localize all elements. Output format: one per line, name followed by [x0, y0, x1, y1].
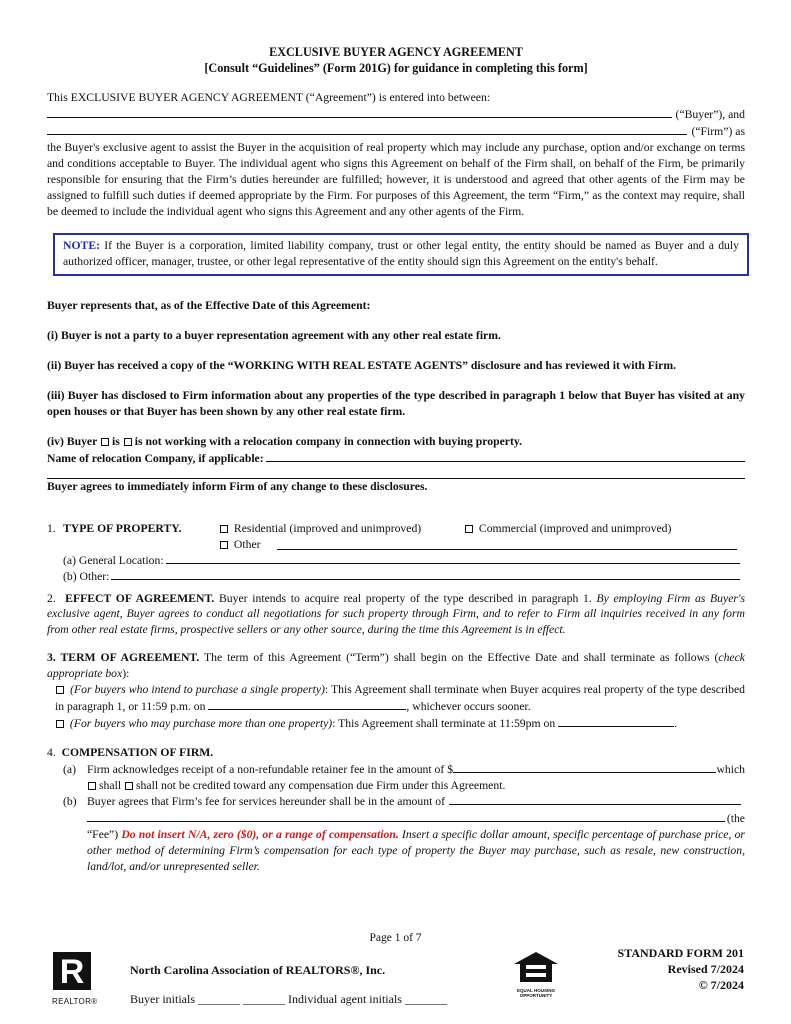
realtor-r-icon	[52, 951, 92, 991]
retainer-text: Firm acknowledges receipt of a non-refundable retainer fee in the amount of $	[87, 762, 454, 776]
term-single-checkbox[interactable]	[56, 686, 64, 694]
rep-iv-label: (iv) Buyer	[47, 434, 98, 448]
buyer-name-field[interactable]	[47, 106, 672, 118]
fee-amount-field-2[interactable]	[87, 810, 725, 822]
relocation-is-not-checkbox[interactable]	[124, 438, 132, 446]
term-option-1	[47, 682, 745, 715]
representation-iii: (iii) Buyer has disclosed to Firm information about any properties of the type described in paragraph 1 below that Buyer has visited at any open houses or that Buyer has been shown by any other real estate firm.	[47, 388, 745, 418]
note-label: NOTE:	[63, 239, 101, 253]
svg-text:R: R	[59, 953, 85, 991]
s4-heading: COMPENSATION OF FIRM.	[61, 745, 214, 759]
fee-term: “Fee”)	[87, 828, 122, 842]
retainer-credit-row	[47, 778, 745, 794]
retainer-which: which	[716, 762, 745, 776]
fee-warning: Do not insert N/A, zero ($0), or a range of compensation.	[121, 828, 399, 842]
firm-name-field[interactable]	[47, 123, 687, 135]
retainer-row	[47, 761, 745, 778]
section-1	[47, 521, 745, 583]
s2-italic-text: By employing Firm as Buyer's exclusive agent, Buyer agrees to conduct all negotiations for such property through Firm, and to refer to Firm all inquiries received in any form from other real estate firms, prospective sellers or any other source, during the time this Agreement is in effect.	[47, 591, 745, 637]
fee-text: Buyer agrees that Firm’s fee for services hereunder shall be in the amount of	[87, 795, 445, 809]
rep-iv-text: is not working with a relocation company in connection with buying property.	[134, 434, 522, 448]
retainer-label: (a)	[63, 762, 76, 776]
general-location-field[interactable]	[166, 552, 740, 564]
equal-housing-icon	[512, 950, 560, 984]
note-box	[53, 233, 749, 276]
equal-housing-text: EQUAL HOUSING OPPORTUNITY	[517, 987, 555, 998]
term-option-2: (For buyers who may purchase more than one property): This Agreement shall terminate at 11:59pm on .	[47, 715, 745, 732]
s3-close: ):	[122, 667, 130, 681]
note-text: If the Buyer is a corporation, limited liability company, trust or other legal entity, the entity should be named as Buyer and a duly authorized officer, manager, trustee, or other legal representative of the entity should sign this Agreement on the entity's behalf.	[63, 239, 739, 269]
page-number: Page 1 of 7	[369, 932, 422, 944]
s3-num: 3	[47, 651, 53, 665]
buyer-name-row	[47, 106, 745, 123]
document-page	[47, 44, 745, 875]
term-opt1-italic: (For buyers who intend to purchase a single property)	[70, 683, 325, 697]
term-multiple-date-field[interactable]	[558, 715, 674, 727]
buyer-tag: (“Buyer”), and	[675, 108, 745, 122]
fee-the: (the	[726, 812, 745, 826]
other-location-field[interactable]	[111, 568, 740, 580]
relocation-label: Name of relocation Company, if applicable:	[47, 451, 264, 465]
association-name: North Carolina Association of REALTORS®, Inc.	[130, 963, 386, 977]
s2-num: 2.	[47, 591, 56, 605]
retainer-amount-field[interactable]	[453, 761, 716, 773]
residential-label: Residential (improved and unimproved)	[233, 521, 422, 535]
commercial-label: Commercial (improved and unimproved)	[478, 521, 672, 535]
s3-heading: . TERM OF AGREEMENT.	[52, 651, 200, 665]
other-location-label: (b) Other:	[63, 569, 110, 583]
representation-i: (i) Buyer is not a party to a buyer representation agreement with any other real estate firm.	[47, 329, 501, 343]
general-location-label: (a) General Location:	[63, 553, 164, 567]
s3-check-note: check appropriate box	[47, 651, 745, 681]
other-type-field[interactable]	[277, 538, 737, 550]
fee-italic-text: Insert a specific dollar amount, specific percentage of purchase price, or other method of determining Firm’s compensation for each type of property the Buyer may purchase, such as resale, new construction, land/lot, and/or unrepresented seller.	[87, 828, 745, 874]
relocation-is-checkbox[interactable]	[101, 438, 109, 446]
retainer-shall-checkbox[interactable]	[88, 782, 96, 790]
s3-text: The term of this Agreement (“Term”) shall begin on the Effective Date and shall terminate as follows (	[199, 651, 719, 665]
representation-ii: (ii) Buyer has received a copy of the “WORKING WITH REAL ESTATE AGENTS” disclosure and has reviewed it with Firm.	[47, 359, 676, 373]
intro-body: the Buyer's exclusive agent to assist the Buyer in the acquisition of real property which may include any purchase, option and/or exchange on terms and conditions acceptable to Buyer. The individual agent who signs this Agreement on behalf of the Firm shall, on behalf of the Firm, be primarily responsible for ensuring that the Firm’s duties hereunder are fulfilled; however, it is understood and agreed that other agents of the Firm may be assigned to fulfill such duties if deemed appropriate by the Firm. For purposes of this Agreement, the term “Firm,” as the context may require, shall be deemed to include the individual agent who signs this Agreement and any other agents of the Firm.	[47, 140, 745, 218]
commercial-checkbox[interactable]	[465, 525, 473, 533]
s2-heading: EFFECT OF AGREEMENT.	[65, 591, 215, 605]
realtor-wordmark: REALTOR®	[52, 996, 98, 1006]
fee-row-2	[47, 810, 745, 827]
other-label: Other	[233, 537, 261, 551]
other-checkbox[interactable]	[220, 541, 228, 549]
form-id-block	[560, 946, 744, 993]
term-opt1-text: : This Agreement shall terminate when Buyer acquires real property of the type described in paragraph 1, or 11:59 p.m. on	[55, 683, 745, 713]
document-title: EXCLUSIVE BUYER AGENCY AGREEMENT	[269, 45, 523, 59]
section-3	[47, 650, 745, 682]
fee-instructions	[47, 827, 745, 875]
equal-housing-logo	[510, 950, 562, 999]
term-single-date-field[interactable]	[208, 698, 406, 710]
section-4	[47, 745, 745, 875]
s4-num: 4.	[47, 745, 56, 759]
relocation-company-field[interactable]	[266, 450, 745, 462]
s2-text: Buyer intends to acquire real property of the type described in paragraph 1.	[214, 591, 597, 605]
form-copyright: © 7/2024	[698, 977, 744, 992]
section-2	[47, 591, 745, 639]
relocation-row	[47, 450, 745, 467]
form-revised: Revised 7/2024	[667, 961, 744, 976]
disclosure-change-text: Buyer agrees to immediately inform Firm of any change to these disclosures.	[47, 479, 428, 493]
term-opt1-end: , whichever occurs sooner.	[406, 699, 531, 713]
representations-lead: Buyer represents that, as of the Effective Date of this Agreement:	[47, 299, 371, 313]
residential-checkbox[interactable]	[220, 525, 228, 533]
general-location-row	[63, 552, 740, 569]
firm-tag: (“Firm”) as	[691, 125, 745, 138]
term-opt2-text: : This Agreement shall terminate at 11:59pm on	[332, 716, 556, 730]
other-location-row	[63, 568, 740, 585]
term-opt2-italic: (For buyers who may purchase more than one property)	[69, 716, 333, 730]
realtor-logo	[52, 951, 98, 1008]
rep-iv-is: is	[112, 434, 120, 448]
retainer-shall-not-checkbox[interactable]	[125, 782, 133, 790]
document-subtitle: [Consult “Guidelines” (Form 201G) for guidance in completing this form]	[204, 61, 588, 76]
s1-heading: TYPE OF PROPERTY.	[63, 521, 182, 535]
initials-line: Buyer initials _______ _______ Individual agent initials _______	[130, 992, 447, 1006]
fee-label: (b)	[63, 795, 77, 809]
term-multiple-checkbox[interactable]	[56, 720, 64, 728]
intro-line: This EXCLUSIVE BUYER AGENCY AGREEMENT (“Agreement”) is entered into between:	[47, 91, 491, 105]
representation-iv	[47, 434, 745, 450]
s1-num: 1.	[47, 521, 56, 535]
fee-row	[47, 793, 745, 810]
relocation-row-2	[47, 467, 745, 479]
retainer-shall: shall	[99, 778, 122, 792]
firm-name-row	[47, 123, 745, 140]
form-number: STANDARD FORM 201	[617, 946, 744, 960]
retainer-rest: shall not be credited toward any compensation due Firm under this Agreement.	[136, 778, 506, 792]
fee-amount-field[interactable]	[449, 793, 741, 805]
relocation-company-field-2[interactable]	[47, 467, 745, 479]
